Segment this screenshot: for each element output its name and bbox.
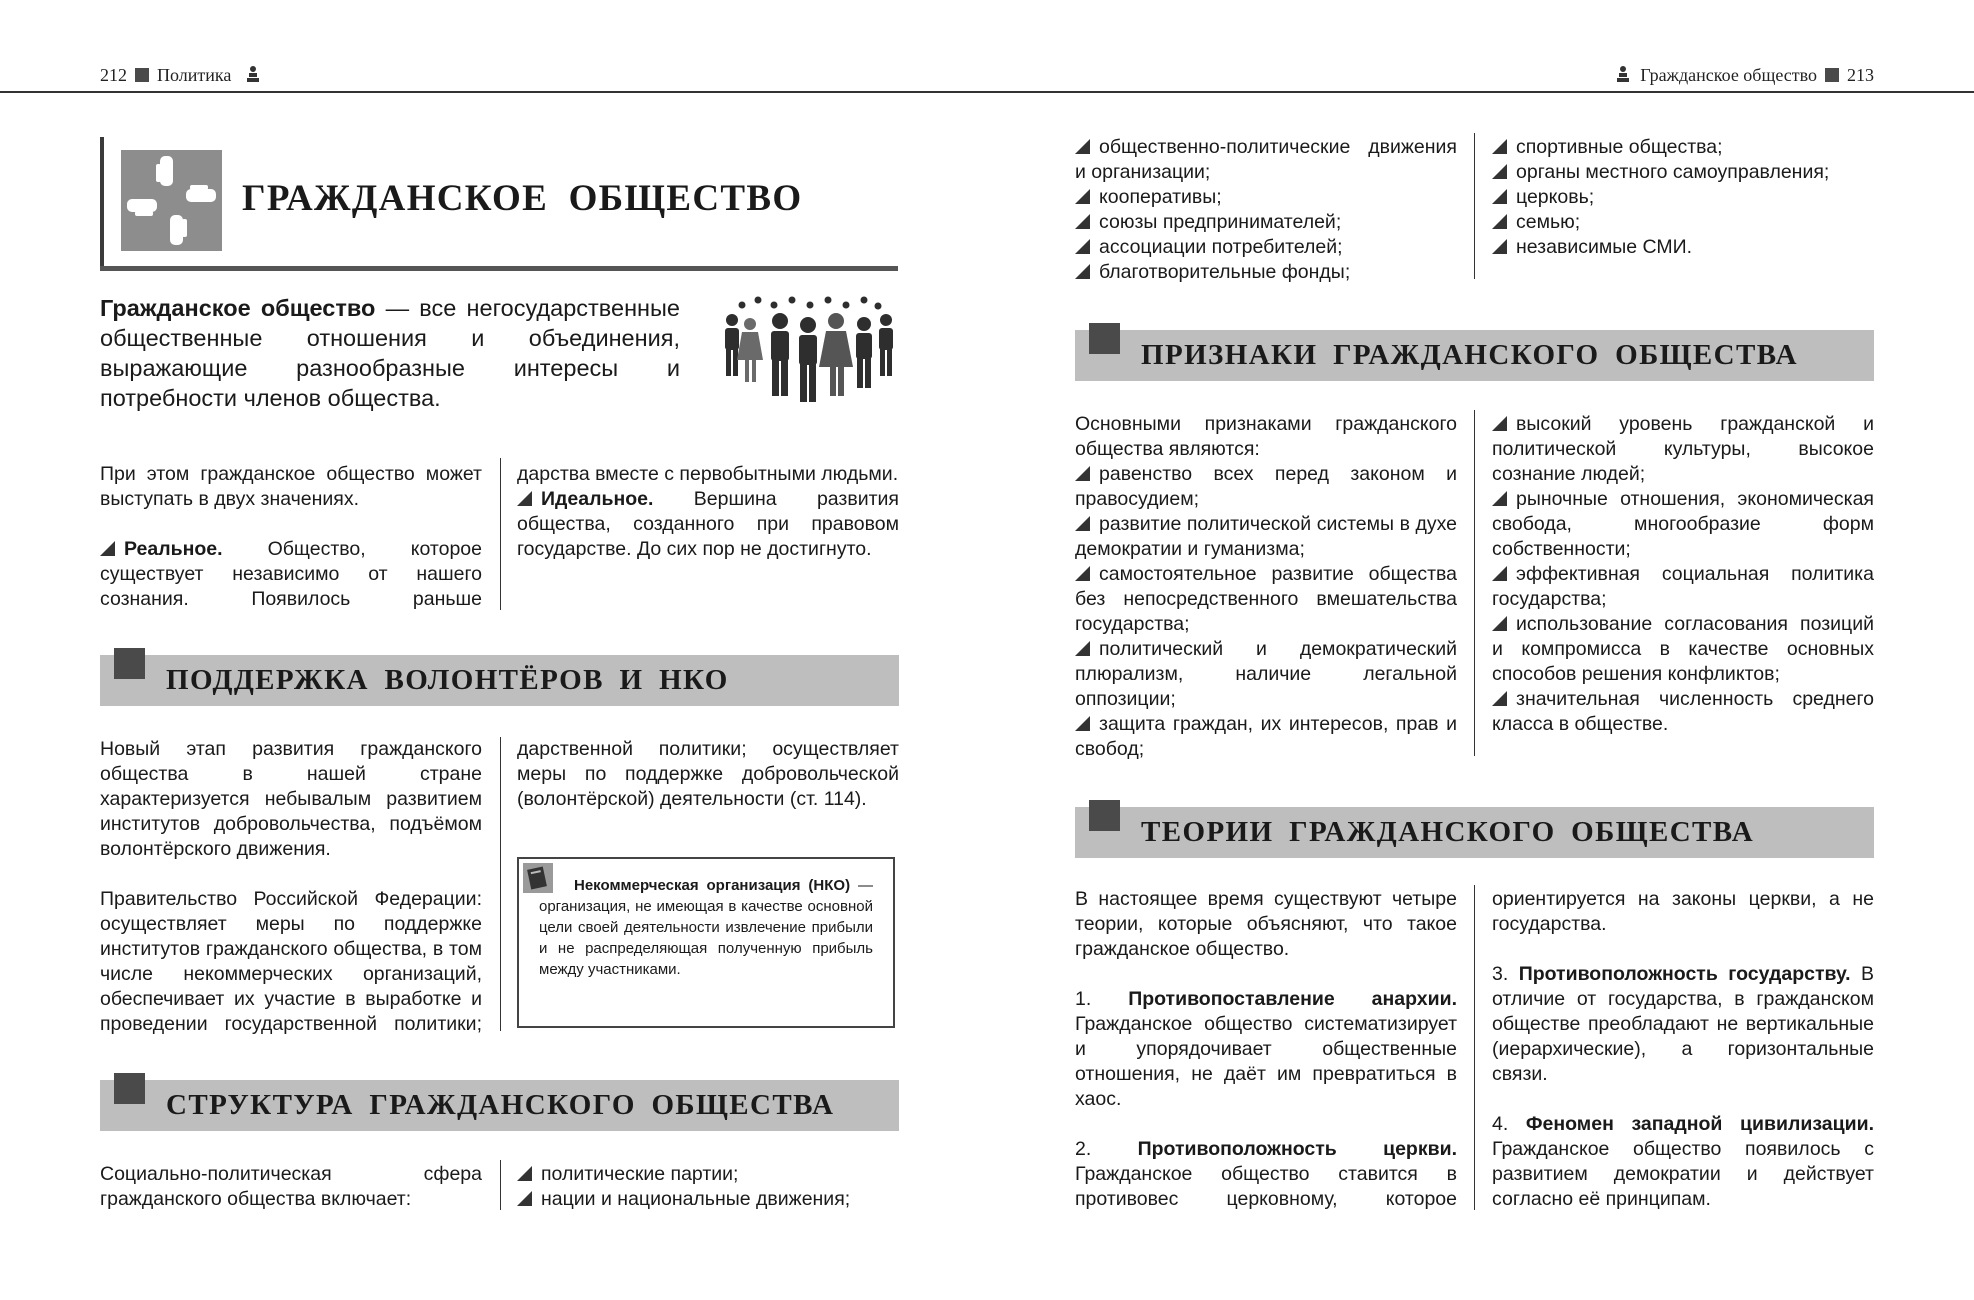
structure-list-col2 (1075, 135, 1457, 285)
list-item: рыночные отношения, экономическая свобода, многообразие форм собственности; (1492, 488, 1874, 560)
list-item: органы местного самоуправления; (1492, 160, 1874, 185)
column-divider (500, 1160, 501, 1210)
right-page-number: 213 (1847, 65, 1874, 85)
theory-4: 4. Феномен западной цивилизации. Гражданское общество появилось с развитием демократии и действует согласно её принципам. (1492, 1113, 1874, 1210)
volunteers-right-column (517, 737, 899, 812)
column-divider (1474, 885, 1475, 1210)
triangle-bullet-icon (1075, 139, 1090, 154)
triangle-bullet-icon (1075, 641, 1090, 656)
structure-intro: Социально-политическая сфера гражданского общества включает: (100, 1163, 482, 1210)
meanings-right-column (517, 462, 899, 562)
volunteers-left-column (100, 737, 482, 1037)
nko-text: — организация, не имеющая в качестве основной цели своей деятельности извлечение прибыли и не распределяющая полученную прибыль между участниками. (539, 877, 874, 978)
list-item: равенство всех перед законом и правосудием; (1075, 463, 1457, 510)
triangle-bullet-icon (1492, 566, 1507, 581)
list-item: кооперативы; (1075, 185, 1457, 210)
column-divider (500, 458, 501, 610)
list-item: политический и демократический плюрализм, наличие легальной оппозиции; (1075, 638, 1457, 710)
list-item: семью; (1492, 210, 1874, 235)
column-divider (1474, 410, 1475, 756)
hands-emblem-icon (121, 150, 222, 251)
real-text-continued: дарства вместе с первобытными людьми. (517, 463, 899, 485)
theory-2-term: Противоположность церкви. (1137, 1138, 1457, 1160)
right-section-title: Гражданское общество (1640, 65, 1817, 85)
section-heading-label: СТРУКТУРА ГРАЖДАНСКОГО ОБЩЕСТВА (166, 1089, 835, 1121)
left-section-title: Политика (157, 65, 232, 85)
nko-definition-box (517, 857, 895, 1028)
list-item: ассоциации потребителей; (1075, 235, 1457, 260)
real-meaning (100, 537, 482, 612)
section-heading-theories (1075, 807, 1874, 858)
triangle-bullet-icon (1492, 164, 1507, 179)
list-item: спортивные общества; (1492, 135, 1874, 160)
definition-paragraph (100, 293, 680, 413)
section-heading-label: ТЕОРИИ ГРАЖДАНСКОГО ОБЩЕСТВА (1141, 816, 1755, 848)
structure-list-col3 (1492, 135, 1874, 260)
triangle-bullet-icon (1075, 214, 1090, 229)
volunteers-p2-continued: дарственной политики; осуществляет меры по поддержке добровольческой (волонтёрской) деятельности (ст. 114). (517, 738, 899, 810)
signs-left-column (1075, 412, 1457, 762)
header-rule (0, 91, 1974, 93)
volunteers-p1: Новый этап развития гражданского общества в нашей стране характеризуется небывалым развитием институтов добровольчества, подъёмом волонтёрского движения. (100, 738, 482, 860)
list-item: использование согласования позиций и компромисса в качестве основных способов решения конфликтов; (1492, 613, 1874, 685)
list-item: союзы предпринимателей; (1075, 210, 1457, 235)
triangle-bullet-icon (1492, 616, 1507, 631)
person-icon (246, 65, 260, 83)
triangle-bullet-icon (1075, 566, 1090, 581)
theory-2: 2. Противоположность церкви. Гражданское общество ставится в противовес церковному, которое (1075, 1138, 1457, 1210)
triangle-bullet-icon (1492, 189, 1507, 204)
triangle-bullet-icon (1075, 516, 1090, 531)
triangle-bullet-icon (1075, 716, 1090, 731)
nko-term: Некоммерческая организация (НКО) (574, 877, 851, 894)
page-title: ГРАЖДАНСКОЕ ОБЩЕСТВО (242, 178, 803, 219)
list-item: значительная численность среднего класса в обществе. (1492, 688, 1874, 735)
meanings-intro: При этом гражданское общество может выступать в двух значениях. (100, 463, 482, 510)
list-item: политические партии; (517, 1162, 899, 1187)
theory-3-term: Противоположность государству. (1518, 963, 1851, 985)
triangle-bullet-icon (1492, 214, 1507, 229)
section-heading-volunteers (100, 655, 899, 706)
theory-1: 1. Противопоставление анархии. Гражданское общество систематизирует и упорядочивает общественные отношения, не даёт им превратиться в хаос. (1075, 988, 1457, 1110)
section-heading-structure (100, 1080, 899, 1131)
list-item: нации и национальные движения; (517, 1187, 899, 1212)
square-marker-icon (1825, 68, 1839, 82)
ideal-term: Идеальное. (541, 488, 654, 510)
title-left-border (100, 137, 104, 270)
triangle-bullet-icon (1075, 189, 1090, 204)
triangle-bullet-icon (1492, 691, 1507, 706)
triangle-bullet-icon (517, 491, 532, 506)
ideal-meaning (517, 487, 899, 562)
column-divider (500, 737, 501, 1031)
list-item: самостоятельное развитие общества без непосредственного вмешательства государства; (1075, 563, 1457, 635)
signs-right-column (1492, 412, 1874, 737)
right-running-header (1616, 65, 1874, 86)
structure-list-col1 (517, 1162, 899, 1212)
square-marker-icon (135, 68, 149, 82)
left-running-header (100, 65, 260, 86)
triangle-bullet-icon (1492, 139, 1507, 154)
theory-1-term: Противопоставление анархии. (1128, 988, 1457, 1010)
heading-square-icon (114, 648, 145, 679)
nko-definition-text (539, 875, 873, 980)
triangle-bullet-icon (100, 541, 115, 556)
ideal-text: Вершина развития общества, созданного при правовом государстве. До сих пор не достигнуто. (517, 488, 899, 560)
list-item: независимые СМИ. (1492, 235, 1874, 260)
person-icon (1616, 65, 1630, 83)
triangle-bullet-icon (517, 1166, 532, 1181)
column-divider (1474, 133, 1475, 279)
crowd-people-icon (718, 296, 900, 408)
triangle-bullet-icon (1492, 491, 1507, 506)
triangle-bullet-icon (1492, 239, 1507, 254)
list-item: благотворительные фонды; (1075, 260, 1457, 285)
heading-square-icon (1089, 800, 1120, 831)
triangle-bullet-icon (517, 1191, 532, 1206)
left-page-number: 212 (100, 65, 127, 85)
triangle-bullet-icon (1075, 466, 1090, 481)
meanings-left-column (100, 462, 482, 612)
list-item: защита граждан, их интересов, прав и свобод; (1075, 713, 1457, 760)
theories-left-column (1075, 887, 1457, 1212)
theory-2-continued: ориентируется на законы церкви, а не государства. (1492, 888, 1874, 935)
heading-square-icon (1089, 323, 1120, 354)
section-heading-label: ПОДДЕРЖКА ВОЛОНТЁРОВ И НКО (166, 664, 729, 696)
list-item: церковь; (1492, 185, 1874, 210)
real-text: Общество, которое существует независимо от нашего сознания. Появилось раньше (100, 538, 482, 610)
list-item: эффективная социальная политика государства; (1492, 563, 1874, 610)
theories-intro: В настоящее время существуют четыре теории, которые объясняют, что такое гражданское общество. (1075, 888, 1457, 960)
definition-term: Гражданское общество (100, 295, 376, 321)
definition-text: — все негосударственные общественные отношения и объединения, выражающие разнообразные интересы и потребности членов общества. (100, 295, 680, 411)
signs-intro: Основными признаками гражданского общества являются: (1075, 413, 1457, 460)
triangle-bullet-icon (1075, 239, 1090, 254)
theories-right-column (1492, 887, 1874, 1212)
triangle-bullet-icon (1075, 264, 1090, 279)
list-item: общественно-политические движения и организации; (1075, 136, 1457, 183)
title-bottom-border (100, 266, 898, 271)
triangle-bullet-icon (1492, 416, 1507, 431)
section-heading-label: ПРИЗНАКИ ГРАЖДАНСКОГО ОБЩЕСТВА (1141, 339, 1798, 371)
list-item: высокий уровень гражданской и политической культуры, высокое сознание людей; (1492, 413, 1874, 485)
theory-4-term: Феномен западной цивилизации. (1525, 1113, 1874, 1135)
heading-square-icon (114, 1073, 145, 1104)
real-term: Реальное. (124, 538, 223, 560)
volunteers-p2: Правительство Российской Федерации: осуществляет меры по поддержке институтов гражданского общества, в том числе некоммерческих организаций, обеспечивает их участие в выработке и проведении государственной политики; (100, 888, 482, 1035)
list-item: развитие политической системы в духе демократии и гуманизма; (1075, 513, 1457, 560)
section-heading-signs (1075, 330, 1874, 381)
theory-3: 3. Противоположность государству. В отличие от государства, в гражданском обществе преобладают не вертикальные (иерархические), а горизонтальные связи. (1492, 963, 1874, 1085)
